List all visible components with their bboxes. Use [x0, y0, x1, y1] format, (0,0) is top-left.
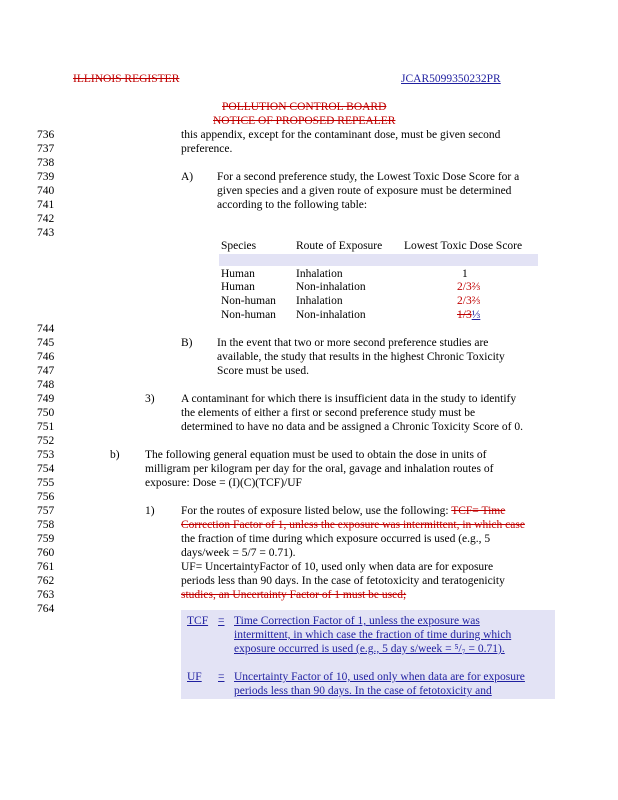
line-number: 741	[37, 199, 55, 211]
line-number: 737	[37, 143, 55, 155]
line-number: 750	[37, 407, 55, 419]
table-row-3-route: Inhalation	[296, 295, 343, 307]
item-b2-line-1: The following general equation must be used to obtain the dose in units of	[145, 449, 487, 461]
line-number: 749	[37, 393, 55, 405]
board-title: POLLUTION CONTROL BOARD	[222, 101, 387, 113]
line-number: 757	[37, 505, 55, 517]
table-row-4-score-old: 1/3	[457, 309, 472, 321]
register-title: ILLINOIS REGISTER	[73, 73, 180, 85]
tcf-term: TCF	[187, 615, 209, 627]
tcf-line-2: intermittent, in which case the fraction of time during which	[234, 629, 512, 641]
table-row-4-route: Non-inhalation	[296, 309, 366, 321]
line-number: 759	[37, 533, 55, 545]
line-number: 762	[37, 575, 55, 587]
tcf-line-1: Time Correction Factor of 1, unless the exposure was	[234, 615, 480, 627]
jcar-code: JCAR5099350232PR	[401, 73, 501, 85]
table-row-2-score: 2/3⅔	[457, 281, 481, 293]
uf-line-2: periods less than 90 days. In the case of fetotoxicity and	[234, 685, 492, 697]
line-number: 754	[37, 463, 55, 475]
uf-line-1: Uncertainty Factor of 10, used only when data are for exposure	[234, 671, 525, 683]
item-1-line-3: the fraction of time during which exposure occurred is used (e.g., 5	[181, 533, 491, 545]
line-number: 736	[37, 129, 55, 141]
table-row-4-species: Non-human	[221, 309, 276, 321]
line-number: 760	[37, 547, 55, 559]
table-row-2-species: Human	[221, 281, 255, 293]
table-row-1-species: Human	[221, 268, 255, 280]
item-3-line-1: A contaminant for which there is insufficient data in the study to identify	[181, 393, 517, 405]
line-number: 758	[37, 519, 55, 531]
item-1-struck-last: studies, an Uncertainty Factor of 1 must be used;	[181, 589, 407, 601]
line-number: 739	[37, 171, 55, 183]
line-number: 747	[37, 365, 55, 377]
item-b-label: B)	[181, 337, 193, 349]
line-number: 740	[37, 185, 55, 197]
table-row-4-score	[457, 309, 480, 321]
item-a-line-2: given species and a given route of exposure must be determined	[217, 185, 512, 197]
line-number: 743	[37, 227, 55, 239]
intro-line-1: this appendix, except for the contaminant dose, must be given second	[181, 129, 501, 141]
item-a-line-1: For a second preference study, the Lowest Toxic Dose Score for a	[217, 171, 520, 183]
notice-title: NOTICE OF PROPOSED REPEALER	[213, 115, 396, 127]
line-number: 738	[37, 157, 55, 169]
table-header-species: Species	[221, 240, 257, 252]
intro-line-2: preference.	[181, 143, 233, 155]
item-b-line-1: In the event that two or more second preference studies are	[217, 337, 489, 349]
table-header-band	[219, 254, 538, 266]
item-1-line-1	[181, 505, 505, 517]
item-b2-line-3: exposure: Dose = (I)(C)(TCF)/UF	[145, 477, 302, 489]
item-b2-label: b)	[110, 449, 120, 461]
line-number: 752	[37, 435, 55, 447]
item-1-line-6: periods less than 90 days. In the case of fetotoxicity and teratogenicity	[181, 575, 505, 587]
line-number: 756	[37, 491, 55, 503]
item-b-line-3: Score must be used.	[217, 365, 309, 377]
line-number: 761	[37, 561, 55, 573]
item-b-line-2: available, the study that results in the highest Chronic Toxicity	[217, 351, 505, 363]
item-1-first: For the routes of exposure listed below, use the following:	[181, 505, 449, 517]
line-number: 748	[37, 379, 55, 391]
item-b2-line-2: milligram per kilogram per day for the oral, gavage and inhalation routes of	[145, 463, 494, 475]
line-number: 753	[37, 449, 55, 461]
line-number: 746	[37, 351, 55, 363]
item-1-struck-line-2: Correction Factor of 1, unless the exposure was intermittent, in which case	[181, 519, 525, 531]
table-row-4-score-new: ⅓	[471, 309, 481, 321]
line-number: 764	[37, 603, 55, 615]
table-row-2-route: Non-inhalation	[296, 281, 366, 293]
item-1-line-4: days/week = 5/7 = 0.71).	[181, 547, 296, 559]
table-header-score: Lowest Toxic Dose Score	[404, 240, 523, 252]
item-3-line-3: determined to have no data and be assigned a Chronic Toxicity Score of 0.	[181, 421, 523, 433]
item-1-line-5: UF= UncertaintyFactor of 10, used only when data are for exposure	[181, 561, 494, 573]
line-number: 763	[37, 589, 55, 601]
item-1-first-struck: TCF= Time	[451, 505, 506, 517]
tcf-equals: =	[218, 615, 225, 627]
table-header-route: Route of Exposure	[296, 240, 383, 252]
tcf-line-3: exposure occurred is used (e.g., 5 day s/week = ⁵/₇ = 0.71).	[234, 643, 505, 655]
table-row-3-species: Non-human	[221, 295, 276, 307]
line-number: 744	[37, 323, 55, 335]
item-3-label: 3)	[145, 393, 155, 405]
item-a-label: A)	[181, 171, 194, 183]
item-3-line-2: the elements of either a first or second preference study must be	[181, 407, 476, 419]
uf-term: UF	[187, 671, 202, 683]
line-number: 745	[37, 337, 55, 349]
item-a-line-3: according to the following table:	[217, 199, 368, 211]
line-number: 742	[37, 213, 55, 225]
line-number: 755	[37, 477, 55, 489]
table-row-1-route: Inhalation	[296, 268, 343, 280]
line-number: 751	[37, 421, 55, 433]
table-row-3-score: 2/3⅔	[457, 295, 481, 307]
table-row-1-score: 1	[462, 268, 468, 280]
uf-equals: =	[218, 671, 225, 683]
item-1-label: 1)	[145, 505, 155, 517]
